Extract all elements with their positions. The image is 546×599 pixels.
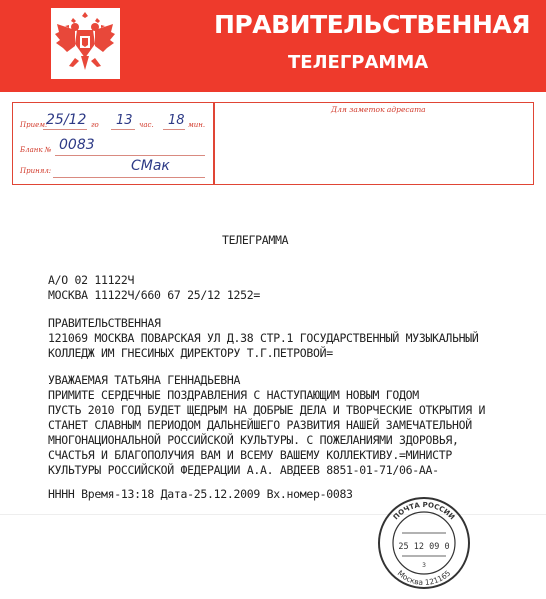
accepted-label: Принял: (20, 167, 52, 175)
recipient-line: ПРАВИТЕЛЬСТВЕННАЯ (48, 316, 161, 330)
form-divider (213, 103, 215, 184)
received-date: 25/12 (46, 112, 87, 128)
document-subtitle: ТЕЛЕГРАММА (288, 52, 429, 73)
stamp-index-mark: 3 (422, 562, 426, 569)
telegram-footer-line: НННН Время-13:18 Дата-25.12.2009 Вх.номер-0083 (48, 487, 353, 501)
service-line-2: МОСКВА 11122Ч/660 67 25/12 1252= (48, 288, 260, 302)
blank-label: Бланк № (20, 146, 52, 154)
received-label: Прием: (20, 121, 48, 129)
coat-of-arms-emblem (51, 8, 120, 79)
hour-line (111, 129, 135, 130)
stamp-bottom-text: Москва 121165 (395, 568, 453, 588)
year-label: го (91, 121, 99, 129)
body-line: СТАНЕТ СЛАВНЫМ ПЕРИОДОМ ДАЛЬНЕЙШЕГО РАЗВИТИЯ НАШЕЙ ЗАМЕЧАТЕЛЬНОЙ (48, 418, 472, 432)
stamp-date: 25 12 09 0 (398, 542, 450, 552)
body-line: КУЛЬТУРЫ РОССИЙСКОЙ ФЕДЕРАЦИИ А.А. АВДЕЕВ 8851-01-71/06-АА- (48, 463, 439, 477)
minute-line (163, 129, 185, 130)
recipient-line: КОЛЛЕДЖ ИМ ГНЕСИНЫХ ДИРЕКТОРУ Т.Г.ПЕТРОВОЙ= (48, 346, 333, 360)
hour-value: 13 (116, 113, 133, 128)
reception-details (13, 103, 213, 184)
document-title: ПРАВИТЕЛЬСТВЕННАЯ (214, 10, 530, 39)
recipient-line: 121069 МОСКВА ПОВАРСКАЯ УЛ Д.38 СТР.1 ГОСУДАРСТВЕННЫЙ МУЗЫКАЛЬНЫЙ (48, 331, 479, 345)
telegram-heading: ТЕЛЕГРАММА (222, 233, 289, 247)
body-line: СЧАСТЬЯ И БЛАГОПОЛУЧИЯ ВАМ И ВСЕМУ ВАШЕМУ КОЛЛЕКТИВУ.=МИНИСТР (48, 448, 453, 462)
body-line: УВАЖАЕМАЯ ТАТЬЯНА ГЕННАДЬЕВНА (48, 373, 241, 387)
blank-line (55, 155, 205, 156)
accepted-signature: СМак (131, 158, 170, 174)
notes-label: Для заметок адресата (331, 105, 426, 114)
double-headed-eagle-icon (51, 8, 120, 79)
body-line: ПУСТЬ 2010 ГОД БУДЕТ ЩЕДРЫМ НА ДОБРЫЕ ДЕЛА И ТВОРЧЕСКИЕ ОТКРЫТИЯ И (48, 403, 486, 417)
hour-label: час. (139, 121, 154, 129)
stamp-top-text: ПОЧТА РОССИИ (391, 500, 457, 522)
service-line-1: А/О 02 11122Ч (48, 273, 135, 287)
body-line: ПРИМИТЕ СЕРДЕЧНЫЕ ПОЗДРАВЛЕНИЯ С НАСТУПАЮЩИМ НОВЫМ ГОДОМ (48, 388, 419, 402)
postal-stamp (376, 495, 472, 591)
received-date-line (43, 129, 87, 130)
reception-form (12, 102, 534, 185)
minute-value: 18 (168, 113, 185, 128)
accepted-line (53, 177, 205, 178)
body-line: МНОГОНАЦИОНАЛЬНОЙ РОССИЙСКОЙ КУЛЬТУРЫ. С ПОЖЕЛАНИЯМИ ЗДОРОВЬЯ, (48, 433, 459, 447)
blank-number: 0083 (59, 137, 95, 153)
telegram-header (0, 0, 546, 92)
minute-label: мин. (188, 121, 206, 129)
